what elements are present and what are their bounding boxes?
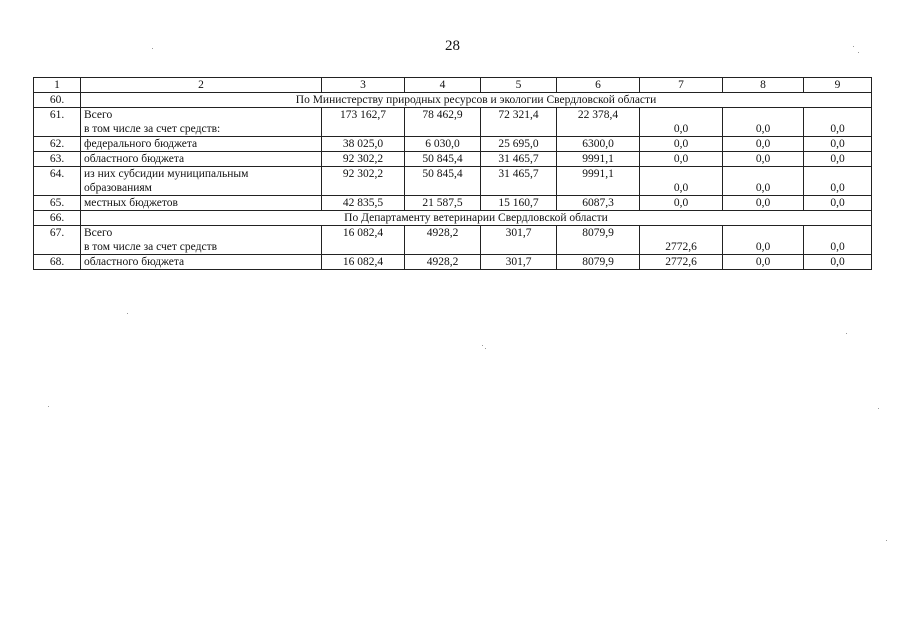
value-cell: 173 162,7 — [322, 108, 405, 137]
value-cell: 22 378,4 — [557, 108, 640, 137]
scan-speck — [152, 48, 153, 49]
table-row — [34, 137, 872, 152]
table-row — [34, 167, 872, 196]
row-description: местных бюджетов — [81, 196, 322, 211]
section-row — [34, 211, 872, 226]
value-cell: 50 845,4 — [405, 167, 481, 196]
value-cell: 0,0 — [723, 108, 804, 137]
scan-speck — [127, 313, 128, 314]
table-row — [34, 196, 872, 211]
value-cell: 2772,6 — [640, 255, 723, 270]
value-cell: 0,0 — [640, 196, 723, 211]
section-title: По Департаменту ветеринарии Свердловской области — [81, 211, 872, 226]
column-header: 3 — [322, 78, 405, 93]
scan-speck — [853, 46, 854, 47]
column-header: 9 — [804, 78, 872, 93]
value-cell: 0,0 — [804, 137, 872, 152]
scan-speck — [846, 333, 847, 334]
row-number: 65. — [34, 196, 81, 211]
value-cell: 8079,9 — [557, 226, 640, 255]
value-cell: 0,0 — [723, 167, 804, 196]
scan-speck — [878, 408, 879, 409]
value-cell: 0,0 — [640, 167, 723, 196]
value-cell: 0,0 — [723, 152, 804, 167]
scan-speck — [485, 348, 486, 349]
value-cell: 4928,2 — [405, 226, 481, 255]
row-number: 68. — [34, 255, 81, 270]
value-cell: 0,0 — [723, 255, 804, 270]
table-header-row — [34, 78, 872, 93]
value-cell: 8079,9 — [557, 255, 640, 270]
value-cell: 0,0 — [723, 137, 804, 152]
budget-table — [33, 77, 872, 270]
scan-speck — [886, 540, 887, 541]
column-header: 2 — [81, 78, 322, 93]
row-description: Всего в том числе за счет средств: — [81, 108, 322, 137]
value-cell: 21 587,5 — [405, 196, 481, 211]
row-number: 66. — [34, 211, 81, 226]
row-description: федерального бюджета — [81, 137, 322, 152]
table-body — [34, 93, 872, 270]
value-cell: 25 695,0 — [481, 137, 557, 152]
value-cell: 72 321,4 — [481, 108, 557, 137]
row-description: областного бюджета — [81, 152, 322, 167]
row-number: 60. — [34, 93, 81, 108]
value-cell: 0,0 — [640, 152, 723, 167]
row-number: 61. — [34, 108, 81, 137]
column-header: 6 — [557, 78, 640, 93]
section-title: По Министерству природных ресурсов и экологии Свердловской области — [81, 93, 872, 108]
value-cell: 16 082,4 — [322, 255, 405, 270]
value-cell: 6300,0 — [557, 137, 640, 152]
value-cell: 0,0 — [804, 226, 872, 255]
value-cell: 4928,2 — [405, 255, 481, 270]
value-cell: 38 025,0 — [322, 137, 405, 152]
row-number: 62. — [34, 137, 81, 152]
value-cell: 42 835,5 — [322, 196, 405, 211]
table-row — [34, 152, 872, 167]
column-header: 5 — [481, 78, 557, 93]
value-cell: 0,0 — [723, 226, 804, 255]
value-cell: 92 302,2 — [322, 152, 405, 167]
scan-speck — [482, 345, 483, 346]
value-cell: 0,0 — [804, 167, 872, 196]
value-cell: 0,0 — [804, 108, 872, 137]
row-description: областного бюджета — [81, 255, 322, 270]
column-header: 7 — [640, 78, 723, 93]
value-cell: 0,0 — [723, 196, 804, 211]
column-header: 4 — [405, 78, 481, 93]
column-header: 1 — [34, 78, 81, 93]
row-description: Всего в том числе за счет средств — [81, 226, 322, 255]
table-row — [34, 226, 872, 255]
column-header: 8 — [723, 78, 804, 93]
value-cell: 0,0 — [804, 196, 872, 211]
value-cell: 6 030,0 — [405, 137, 481, 152]
value-cell: 9991,1 — [557, 167, 640, 196]
value-cell: 92 302,2 — [322, 167, 405, 196]
row-description: из них субсидии муниципальным образованиям — [81, 167, 322, 196]
value-cell: 78 462,9 — [405, 108, 481, 137]
value-cell: 0,0 — [640, 108, 723, 137]
value-cell: 301,7 — [481, 255, 557, 270]
value-cell: 16 082,4 — [322, 226, 405, 255]
value-cell: 31 465,7 — [481, 152, 557, 167]
row-number: 67. — [34, 226, 81, 255]
value-cell: 9991,1 — [557, 152, 640, 167]
scan-speck — [48, 406, 49, 407]
value-cell: 50 845,4 — [405, 152, 481, 167]
page-number: 28 — [445, 38, 460, 54]
value-cell: 301,7 — [481, 226, 557, 255]
value-cell: 0,0 — [804, 255, 872, 270]
table-row — [34, 108, 872, 137]
value-cell: 31 465,7 — [481, 167, 557, 196]
section-row — [34, 93, 872, 108]
value-cell: 6087,3 — [557, 196, 640, 211]
scan-speck — [858, 52, 859, 53]
row-number: 64. — [34, 167, 81, 196]
value-cell: 0,0 — [804, 152, 872, 167]
value-cell: 0,0 — [640, 137, 723, 152]
value-cell: 2772,6 — [640, 226, 723, 255]
table-row — [34, 255, 872, 270]
row-number: 63. — [34, 152, 81, 167]
value-cell: 15 160,7 — [481, 196, 557, 211]
